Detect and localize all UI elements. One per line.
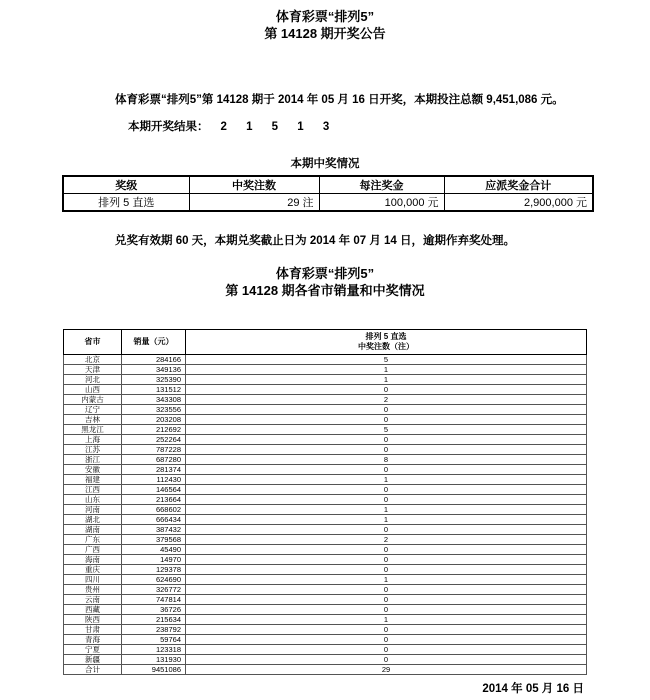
province-row xyxy=(64,445,587,455)
page-title xyxy=(0,8,650,42)
province-wins-cell: 0 xyxy=(186,555,587,565)
province-wins-cell: 8 xyxy=(186,455,587,465)
province-wins-cell: 1 xyxy=(186,515,587,525)
province-wins-cell: 1 xyxy=(186,505,587,515)
province-name-cell: 西藏 xyxy=(64,605,122,615)
province-sales-cell: 215634 xyxy=(122,615,186,625)
prize-header-total-payout: 应派奖金合计 xyxy=(444,176,593,194)
prize-header-prize-per-bet: 每注奖金 xyxy=(319,176,444,194)
province-header-name: 省市 xyxy=(64,330,122,355)
province-row xyxy=(64,555,587,565)
province-name-cell: 江西 xyxy=(64,485,122,495)
province-row xyxy=(64,455,587,465)
province-sales-cell: 213664 xyxy=(122,495,186,505)
page-title-line1: 体育彩票“排列5” xyxy=(275,9,375,24)
province-row xyxy=(64,415,587,425)
province-wins-cell: 0 xyxy=(186,525,587,535)
draw-result-label: 本期开奖结果： xyxy=(128,121,209,133)
province-name-cell: 黑龙江 xyxy=(64,425,122,435)
province-total-row xyxy=(64,665,587,675)
province-row xyxy=(64,385,587,395)
province-row xyxy=(64,535,587,545)
province-name-cell: 广东 xyxy=(64,535,122,545)
prize-total-payout-cell: 2,900,000 元 xyxy=(444,194,593,212)
province-row xyxy=(64,425,587,435)
province-name-cell: 广西 xyxy=(64,545,122,555)
province-sales-cell: 212692 xyxy=(122,425,186,435)
province-row xyxy=(64,565,587,575)
province-row xyxy=(64,595,587,605)
draw-result-line xyxy=(128,120,650,135)
province-sales-cell: 36726 xyxy=(122,605,186,615)
province-row xyxy=(64,615,587,625)
province-row xyxy=(64,355,587,365)
prize-level-cell: 排列 5 直选 xyxy=(63,194,189,212)
province-header-wins: 排列 5 直选 中奖注数（注） xyxy=(186,330,587,355)
province-wins-cell: 0 xyxy=(186,635,587,645)
province-sales-cell: 129378 xyxy=(122,565,186,575)
province-wins-cell: 1 xyxy=(186,375,587,385)
province-row xyxy=(64,545,587,555)
province-wins-cell: 0 xyxy=(186,585,587,595)
province-wins-cell: 1 xyxy=(186,475,587,485)
province-wins-cell: 0 xyxy=(186,495,587,505)
province-name-cell: 北京 xyxy=(64,355,122,365)
province-name-cell: 山东 xyxy=(64,495,122,505)
province-row xyxy=(64,515,587,525)
province-wins-cell: 0 xyxy=(186,565,587,575)
prize-table-title: 本期中奖情况 xyxy=(290,158,360,170)
province-section-title-line2: 第 14128 期各省市销量和中奖情况 xyxy=(225,283,425,298)
prize-header-win-count: 中奖注数 xyxy=(189,176,319,194)
province-wins-cell: 0 xyxy=(186,645,587,655)
province-name-cell: 福建 xyxy=(64,475,122,485)
province-wins-cell: 1 xyxy=(186,575,587,585)
province-wins-cell: 5 xyxy=(186,355,587,365)
province-row xyxy=(64,585,587,595)
province-name-cell: 湖北 xyxy=(64,515,122,525)
province-row xyxy=(64,655,587,665)
province-wins-cell: 0 xyxy=(186,435,587,445)
province-sales-cell: 326772 xyxy=(122,585,186,595)
province-sales-cell: 668602 xyxy=(122,505,186,515)
province-sales-cell: 349136 xyxy=(122,365,186,375)
province-table xyxy=(63,329,587,675)
province-sales-cell: 787228 xyxy=(122,445,186,455)
province-name-cell: 宁夏 xyxy=(64,645,122,655)
province-sales-cell: 284166 xyxy=(122,355,186,365)
province-row xyxy=(64,435,587,445)
province-sales-cell: 45490 xyxy=(122,545,186,555)
province-table-header-row xyxy=(64,330,587,355)
province-row xyxy=(64,625,587,635)
province-name-cell: 贵州 xyxy=(64,585,122,595)
redeem-deadline-note: 兑奖有效期 60 天，本期兑奖截止日为 2014 年 07 月 14 日，逾期作弃奖处理。 xyxy=(115,235,516,247)
prize-win-count-cell: 29 注 xyxy=(189,194,319,212)
province-sales-cell: 252264 xyxy=(122,435,186,445)
province-name-cell: 湖南 xyxy=(64,525,122,535)
province-name-cell: 四川 xyxy=(64,575,122,585)
province-sales-cell: 325390 xyxy=(122,375,186,385)
province-sales-cell: 14970 xyxy=(122,555,186,565)
province-wins-cell: 0 xyxy=(186,545,587,555)
province-name-cell: 云南 xyxy=(64,595,122,605)
province-row xyxy=(64,395,587,405)
province-name-cell: 甘肃 xyxy=(64,625,122,635)
province-row xyxy=(64,485,587,495)
province-name-cell: 浙江 xyxy=(64,455,122,465)
prize-table-data-row xyxy=(63,194,593,212)
province-sales-cell: 624690 xyxy=(122,575,186,585)
province-wins-cell: 2 xyxy=(186,395,587,405)
province-row xyxy=(64,365,587,375)
province-name-cell: 安徽 xyxy=(64,465,122,475)
province-row xyxy=(64,605,587,615)
province-wins-cell: 29 xyxy=(186,665,587,675)
province-sales-cell: 379568 xyxy=(122,535,186,545)
province-wins-cell: 0 xyxy=(186,415,587,425)
province-sales-cell: 59764 xyxy=(122,635,186,645)
province-sales-cell: 131930 xyxy=(122,655,186,665)
province-row xyxy=(64,475,587,485)
province-sales-cell: 387432 xyxy=(122,525,186,535)
province-name-cell: 山西 xyxy=(64,385,122,395)
province-name-cell: 合计 xyxy=(64,665,122,675)
province-name-cell: 河北 xyxy=(64,375,122,385)
province-row xyxy=(64,405,587,415)
province-section-title xyxy=(0,265,650,299)
province-sales-cell: 131512 xyxy=(122,385,186,395)
province-sales-cell: 323556 xyxy=(122,405,186,415)
province-name-cell: 青海 xyxy=(64,635,122,645)
draw-intro-text: 体育彩票“排列5”第 14128 期于 2014 年 05 月 16 日开奖，本期投注总额 9,451,086 元。 xyxy=(115,94,564,106)
prize-table-header-row xyxy=(63,176,593,194)
province-name-cell: 江苏 xyxy=(64,445,122,455)
province-wins-cell: 0 xyxy=(186,655,587,665)
province-wins-cell: 0 xyxy=(186,465,587,475)
province-section-title-line1: 体育彩票“排列5” xyxy=(275,266,375,281)
province-name-cell: 天津 xyxy=(64,365,122,375)
province-row xyxy=(64,635,587,645)
province-wins-cell: 0 xyxy=(186,445,587,455)
province-sales-cell: 9451086 xyxy=(122,665,186,675)
province-name-cell: 陕西 xyxy=(64,615,122,625)
province-row xyxy=(64,645,587,655)
province-row xyxy=(64,465,587,475)
province-wins-cell: 1 xyxy=(186,365,587,375)
province-name-cell: 海南 xyxy=(64,555,122,565)
province-sales-cell: 203208 xyxy=(122,415,186,425)
prize-header-level: 奖级 xyxy=(63,176,189,194)
province-wins-cell: 0 xyxy=(186,385,587,395)
province-sales-cell: 666434 xyxy=(122,515,186,525)
province-wins-cell: 2 xyxy=(186,535,587,545)
province-wins-cell: 5 xyxy=(186,425,587,435)
province-name-cell: 内蒙古 xyxy=(64,395,122,405)
province-sales-cell: 747814 xyxy=(122,595,186,605)
province-name-cell: 吉林 xyxy=(64,415,122,425)
province-wins-cell: 1 xyxy=(186,615,587,625)
province-row xyxy=(64,375,587,385)
province-wins-cell: 0 xyxy=(186,605,587,615)
province-row xyxy=(64,505,587,515)
prize-per-bet-cell: 100,000 元 xyxy=(319,194,444,212)
province-name-cell: 上海 xyxy=(64,435,122,445)
province-wins-cell: 0 xyxy=(186,405,587,415)
province-header-sales: 销量（元） xyxy=(122,330,186,355)
province-sales-cell: 687280 xyxy=(122,455,186,465)
province-wins-cell: 0 xyxy=(186,485,587,495)
province-sales-cell: 343308 xyxy=(122,395,186,405)
province-sales-cell: 146564 xyxy=(122,485,186,495)
province-sales-cell: 238792 xyxy=(122,625,186,635)
province-sales-cell: 123318 xyxy=(122,645,186,655)
footer-date: 2014 年 05 月 16 日 xyxy=(482,683,584,695)
province-wins-cell: 0 xyxy=(186,625,587,635)
province-row xyxy=(64,525,587,535)
province-sales-cell: 281374 xyxy=(122,465,186,475)
page-title-line2: 第 14128 期开奖公告 xyxy=(264,26,386,41)
province-row xyxy=(64,495,587,505)
province-row xyxy=(64,575,587,585)
province-name-cell: 新疆 xyxy=(64,655,122,665)
province-name-cell: 辽宁 xyxy=(64,405,122,415)
province-name-cell: 重庆 xyxy=(64,565,122,575)
prize-table xyxy=(62,175,594,212)
province-sales-cell: 112430 xyxy=(122,475,186,485)
province-name-cell: 河南 xyxy=(64,505,122,515)
draw-result-numbers: 2 1 5 1 3 xyxy=(220,121,338,133)
province-wins-cell: 0 xyxy=(186,595,587,605)
